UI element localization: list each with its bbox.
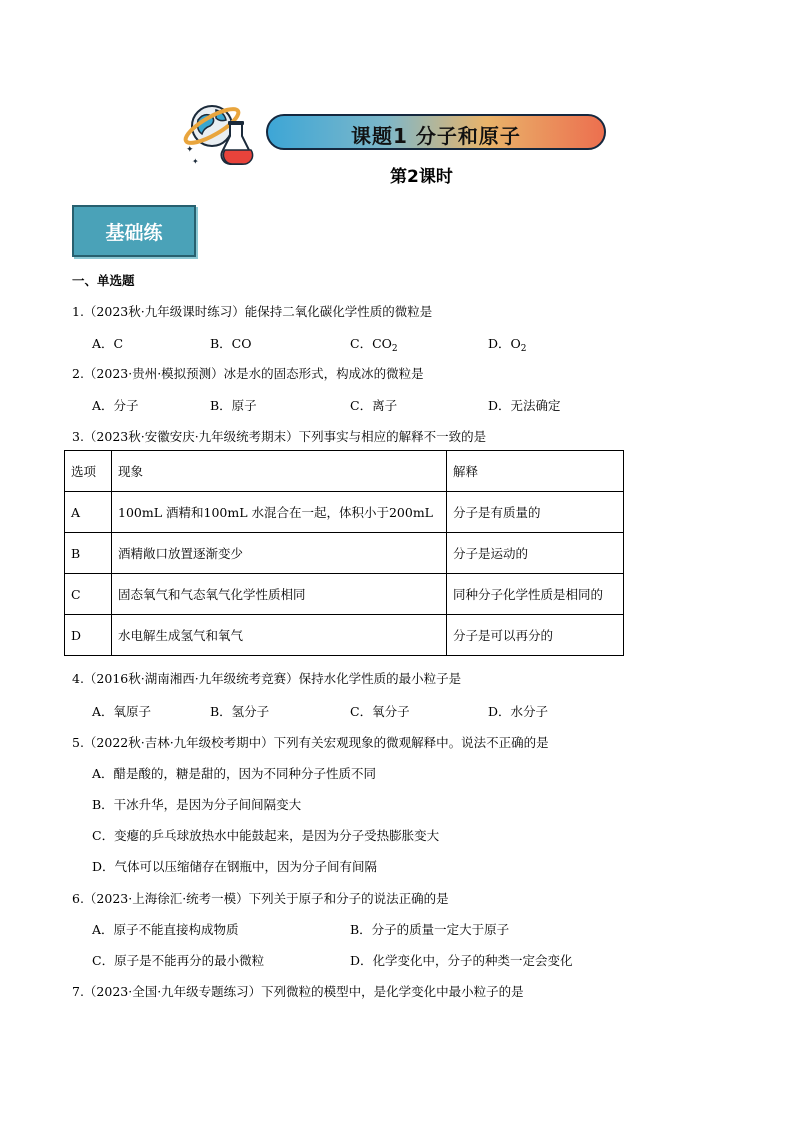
question-7-stem: 7.（2023·全国·九年级专题练习）下列微粒的模型中，是化学变化中最小粒子的是 bbox=[72, 984, 524, 999]
page-title: 课题1 分子和原子 bbox=[351, 124, 521, 148]
question-2-stem: 2.（2023·贵州·模拟预测）冰是水的固态形式，构成冰的微粒是 bbox=[72, 366, 424, 381]
q4-option-b: B．氢分子 bbox=[210, 704, 270, 719]
table-header-row bbox=[65, 451, 624, 492]
table-cell: 分子是有质量的 bbox=[447, 492, 624, 533]
question-6-stem: 6.（2023·上海徐汇·统考一模）下列关于原子和分子的说法正确的是 bbox=[72, 891, 449, 906]
section-label: 基础练 bbox=[105, 222, 163, 244]
q6-option-a: A．原子不能直接构成物质 bbox=[92, 922, 239, 937]
science-logo-icon bbox=[182, 96, 260, 168]
section-badge bbox=[72, 205, 196, 257]
table-row bbox=[65, 492, 624, 533]
table-row bbox=[65, 533, 624, 574]
q4-option-a: A．氧原子 bbox=[92, 704, 152, 719]
table-row bbox=[65, 615, 624, 656]
q3-table bbox=[64, 450, 624, 656]
svg-text:✦: ✦ bbox=[192, 157, 199, 166]
q4-option-d: D．水分子 bbox=[488, 704, 549, 719]
question-4-stem: 4.（2016秋·湖南湘西·九年级统考竞赛）保持水化学性质的最小粒子是 bbox=[72, 671, 462, 686]
q6-option-c: C．原子是不能再分的最小微粒 bbox=[92, 953, 265, 968]
table-cell: C bbox=[65, 574, 112, 615]
q1-option-d: D．$O_2$ bbox=[488, 336, 527, 354]
table-cell: 分子是运动的 bbox=[447, 533, 624, 574]
part-heading: 一、单选题 bbox=[72, 273, 135, 288]
title-banner bbox=[266, 114, 606, 150]
q5-option-a: A．醋是酸的，糖是甜的，因为不同种分子性质不同 bbox=[92, 766, 377, 781]
q1-option-b: B．CO bbox=[210, 336, 252, 351]
q2-option-c: C．离子 bbox=[350, 398, 398, 413]
q1-option-a: A．C bbox=[92, 336, 124, 351]
table-header-cell: 现象 bbox=[112, 451, 447, 492]
q5-option-c: C．变瘪的乒乓球放热水中能鼓起来，是因为分子受热膨胀变大 bbox=[92, 828, 440, 843]
q5-option-d: D．气体可以压缩储存在钢瓶中，因为分子间有间隔 bbox=[92, 859, 378, 874]
q1-option-c: C．$CO_2$ bbox=[350, 336, 398, 354]
table-header-cell: 选项 bbox=[65, 451, 112, 492]
table-cell: 同种分子化学性质是相同的 bbox=[447, 574, 624, 615]
table-cell: 100mL 酒精和100mL 水混合在一起，体积小于200mL bbox=[112, 492, 447, 533]
table-cell: 固态氧气和气态氧气化学性质相同 bbox=[112, 574, 447, 615]
table-cell: 酒精敞口放置逐渐变少 bbox=[112, 533, 447, 574]
q6-option-d: D．化学变化中，分子的种类一定会变化 bbox=[350, 953, 573, 968]
question-3-stem: 3.（2023秋·安徽安庆·九年级统考期末）下列事实与相应的解释不一致的是 bbox=[72, 429, 487, 444]
question-1-stem: 1.（2023秋·九年级课时练习）能保持二氧化碳化学性质的微粒是 bbox=[72, 304, 433, 319]
table-cell: D bbox=[65, 615, 112, 656]
q4-option-c: C．氧分子 bbox=[350, 704, 410, 719]
table-cell: A bbox=[65, 492, 112, 533]
table-row bbox=[65, 574, 624, 615]
page-subtitle: 第2课时 bbox=[390, 167, 453, 187]
svg-text:✦: ✦ bbox=[186, 145, 194, 155]
table-cell: 分子是可以再分的 bbox=[447, 615, 624, 656]
table-header-cell: 解释 bbox=[447, 451, 624, 492]
table-cell: 水电解生成氢气和氧气 bbox=[112, 615, 447, 656]
table-cell: B bbox=[65, 533, 112, 574]
q2-option-d: D．无法确定 bbox=[488, 398, 561, 413]
q5-option-b: B．干冰升华，是因为分子间间隔变大 bbox=[92, 797, 302, 812]
q2-option-b: B．原子 bbox=[210, 398, 257, 413]
q2-option-a: A．分子 bbox=[92, 398, 139, 413]
q6-option-b: B．分子的质量一定大于原子 bbox=[350, 922, 510, 937]
question-5-stem: 5.（2022秋·吉林·九年级校考期中）下列有关宏观现象的微观解释中。说法不正确的是 bbox=[72, 735, 549, 750]
